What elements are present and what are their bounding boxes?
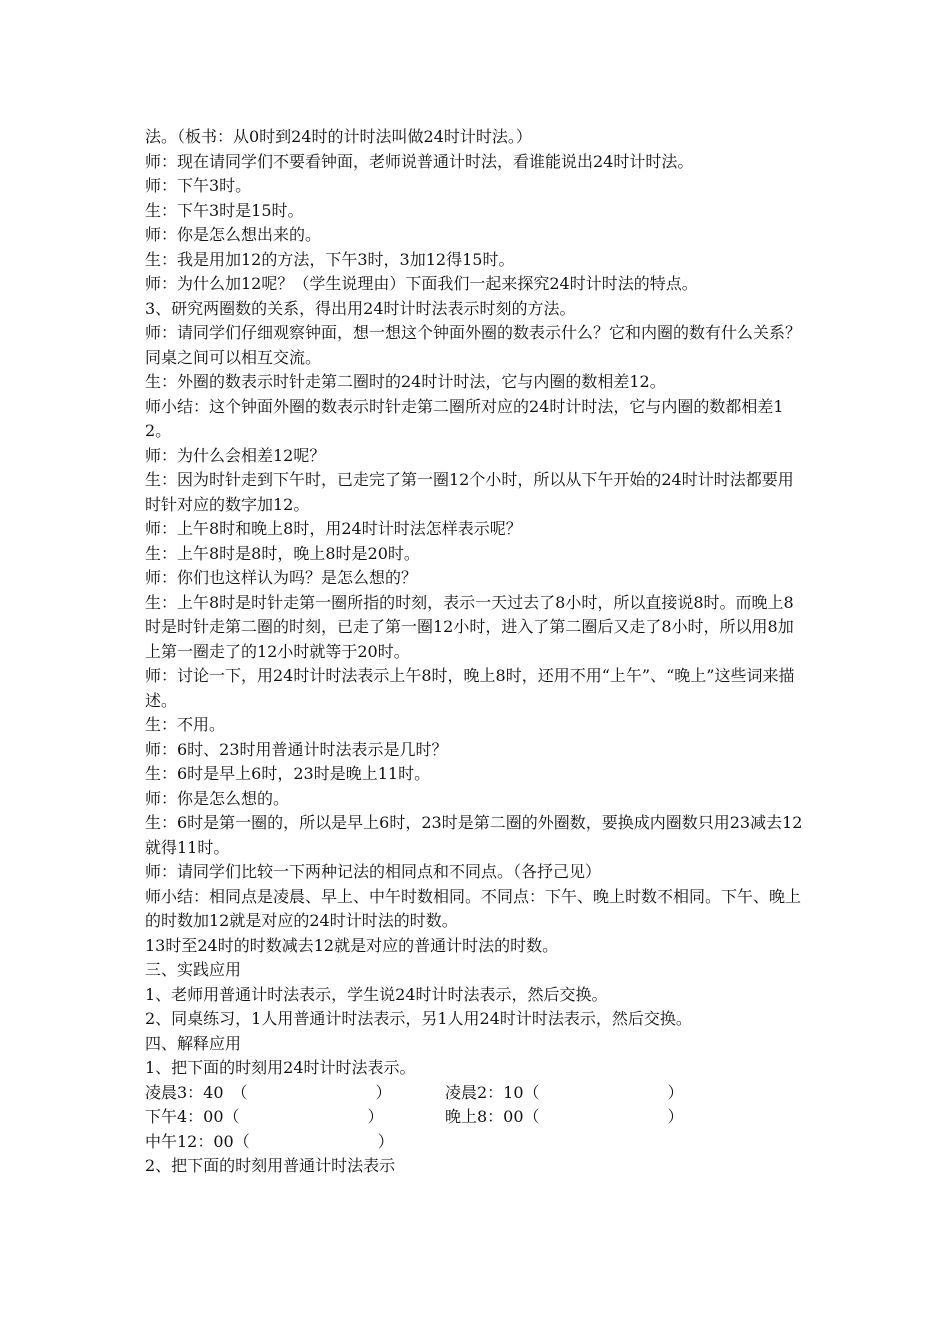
answer-blank: （ ） bbox=[233, 1131, 394, 1151]
exercise-item bbox=[445, 1105, 745, 1130]
exercise-item bbox=[145, 1105, 445, 1130]
lesson-paragraph: 师：为什么加12呢？（学生说理由）下面我们一起来探究24时计时法的特点。 bbox=[145, 274, 698, 293]
lesson-paragraph: 生：不用。 bbox=[145, 715, 226, 734]
answer-blank: （ ） bbox=[223, 1107, 384, 1126]
lesson-paragraph: 师：请同学们仔细观察钟面，想一想这个钟面外圈的数表示什么？它和内圈的数有什么关系？同桌之间可以相互交流。 bbox=[145, 323, 802, 367]
lesson-paragraph: 法。（板书：从0时到24时的计时法叫做24时计时法。） bbox=[145, 127, 532, 146]
lesson-paragraph: 师：你是怎么想出来的。 bbox=[145, 225, 322, 244]
exercise-time-label: 凌晨3：40 bbox=[145, 1082, 224, 1102]
lesson-paragraph: 13时至24时的时数减去12就是对应的普通计时法的时数。 bbox=[145, 935, 559, 955]
lesson-paragraph: 生：上午8时是时针走第一圈所指的时刻，表示一天过去了8小时，所以直接说8时。而晚上8时是时针走第二圈的时刻，已走了第一圈12小时，进入了第二圈后又走了8小时，所以用8加上第一圈走了的12小时就等于20时。 bbox=[145, 592, 794, 661]
lesson-paragraph: 师：讨论一下，用24时计时法表示上午8时，晚上8时，还用不用“上午”、“晚上”这些词来描述。 bbox=[145, 666, 795, 710]
lesson-paragraph: 师：你们也这样认为吗？是怎么想的？ bbox=[145, 568, 418, 587]
lesson-paragraph: 师：现在请同学们不要看钟面，老师说普通计时法，看谁能说出24时计时法。 bbox=[145, 151, 694, 171]
answer-blank: （ ） bbox=[523, 1082, 684, 1102]
lesson-paragraph: 师：6时、23时用普通计时法表示是几时？ bbox=[145, 739, 448, 759]
lesson-paragraph: 师：请同学们比较一下两种记法的相同点和不同点。（各抒己见） bbox=[145, 862, 602, 881]
answer-blank: （ ） bbox=[523, 1107, 684, 1126]
lesson-paragraph: 三、实践应用 bbox=[145, 960, 242, 979]
lesson-paragraph: 生：外圈的数表示时针走第二圈时的24时计时法，它与内圈的数相差12。 bbox=[145, 372, 666, 391]
exercise-time-label: 中午12：00 bbox=[145, 1131, 234, 1151]
closing-item: 2、把下面的时刻用普通计时法表示 bbox=[145, 1156, 396, 1175]
lesson-paragraph: 3、研究两圈数的关系，得出用24时计时法表示时刻的方法。 bbox=[145, 298, 576, 318]
lesson-paragraph: 生：下午3时是15时。 bbox=[145, 200, 304, 220]
exercise-row bbox=[145, 1130, 805, 1155]
exercise-time-label: 凌晨2：10 bbox=[445, 1082, 524, 1102]
lesson-paragraph: 师：下午3时。 bbox=[145, 176, 252, 195]
lesson-paragraph: 生：6时是早上6时，23时是晚上11时。 bbox=[145, 764, 431, 783]
exercise-item bbox=[145, 1081, 445, 1106]
lesson-paragraph: 生：我是用加12的方法，下午3时，3加12得15时。 bbox=[145, 249, 515, 269]
lesson-paragraph: 生：上午8时是8时，晚上8时是20时。 bbox=[145, 543, 420, 563]
lesson-paragraph: 四、解释应用 bbox=[145, 1033, 242, 1053]
lesson-paragraph: 生：6时是第一圈的，所以是早上6时，23时是第二圈的外圈数，要换成内圈数只用23减去12就得11时。 bbox=[145, 813, 803, 857]
lesson-paragraph: 师：为什么会相差12呢？ bbox=[145, 445, 326, 465]
exercise-time-label: 晚上8：00 bbox=[445, 1107, 524, 1126]
lesson-paragraph: 2、同桌练习，1人用普通计时法表示，另1人用24时计时法表示，然后交换。 bbox=[145, 1009, 692, 1028]
answer-blank: （ ） bbox=[223, 1082, 392, 1102]
lesson-paragraph: 师小结：相同点是凌晨、早上、中午时数相同。不同点：下午、晚上时数不相同。下午、晚上的时数加12就是对应的24时计时法的时数。 bbox=[145, 886, 802, 930]
lesson-content bbox=[145, 125, 805, 1179]
lesson-paragraph: 师：你是怎么想的。 bbox=[145, 788, 290, 808]
lesson-paragraph: 生：因为时针走到下午时，已走完了第一圈12个小时，所以从下午开始的24时计时法都要用时针对应的数字加12。 bbox=[145, 470, 794, 514]
exercise-time-label: 下午4：00 bbox=[145, 1107, 224, 1126]
lesson-paragraph: 师：上午8时和晚上8时，用24时计时法怎样表示呢？ bbox=[145, 519, 522, 538]
lesson-paragraphs bbox=[145, 125, 805, 1081]
exercise-item bbox=[445, 1081, 745, 1106]
exercise-item bbox=[145, 1130, 445, 1155]
lesson-paragraph: 师小结：这个钟面外圈的数表示时针走第二圈所对应的24时计时法，它与内圈的数都相差12。 bbox=[145, 396, 784, 440]
exercise-table bbox=[145, 1081, 805, 1155]
lesson-paragraph: 1、把下面的时刻用24时计时法表示。 bbox=[145, 1058, 416, 1077]
lesson-paragraph: 1、老师用普通计时法表示，学生说24时计时法表示，然后交换。 bbox=[145, 984, 608, 1004]
exercise-row bbox=[145, 1105, 805, 1130]
exercise-row bbox=[145, 1081, 805, 1106]
